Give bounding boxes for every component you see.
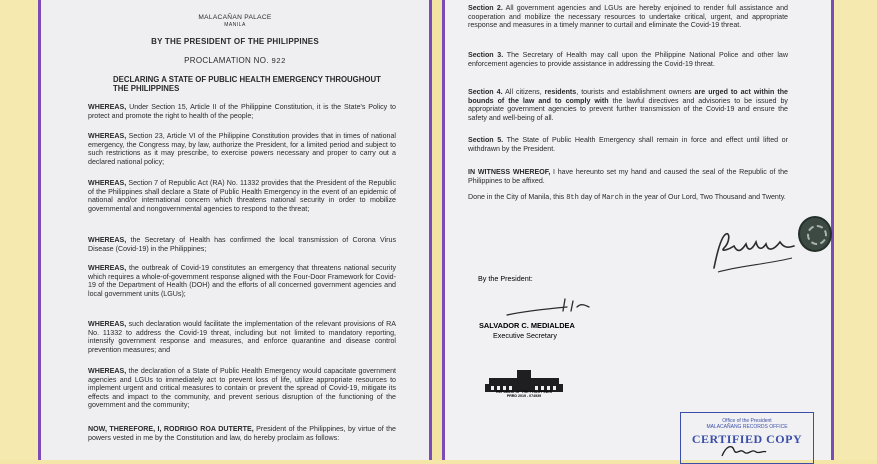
stamp-records-office: MALACAÑANG RECORDS OFFICE: [706, 424, 788, 430]
stamp-certified-copy: CERTIFIED COPY: [691, 432, 803, 446]
logo-caption-line-1: REPUBLIC OF THE PHILIPPINES: [496, 390, 552, 394]
whereas-paragraph-3: [88, 179, 396, 213]
section-text: , tourists and establishment owners: [576, 88, 695, 96]
paragraph-text: President of the Philippines, by virtue of the powers vested in me by the Constitution and law, do hereby proclaim as follows:: [88, 425, 396, 442]
paragraph-text: Under Section 15, Article II of the Philippine Constitution, it is the State's Policy to protect and promote the right to health of the people;: [88, 103, 396, 120]
section-text: the lawful directives and advisories to be issued by appropriate government agencies to prevent further transmission of the Covid-19 and ensure the safety and well-being of all.: [468, 96, 788, 122]
whereas-paragraph-6: [88, 320, 396, 354]
done-paragraph: [468, 193, 788, 203]
paragraph-lead: WHEREAS,: [88, 132, 127, 140]
section-3-paragraph: [468, 51, 788, 68]
president-signature: [708, 228, 798, 276]
now-therefore-paragraph: [88, 425, 396, 442]
secretary-name: SALVADOR C. MEDIALDEA: [479, 321, 575, 330]
done-text: day of: [578, 193, 603, 201]
done-text: in the year of Our Lord, Two Thousand and Twenty.: [623, 193, 786, 201]
paragraph-lead: WHEREAS,: [88, 236, 127, 244]
paragraph-lead: NOW, THEREFORE, I, RODRIGO ROA DUTERTE,: [88, 425, 254, 433]
section-lead: Section 5.: [468, 136, 504, 144]
paragraph-text: the Secretary of Health has confirmed the local transmission of Corona Virus Disease (Covid-19) in the Philippines;: [88, 236, 396, 253]
paragraph-lead: WHEREAS,: [88, 103, 127, 111]
section-lead: Section 2.: [468, 4, 503, 12]
whereas-paragraph-7: [88, 367, 396, 410]
section-lead: Section 3.: [468, 51, 504, 59]
paragraph-lead: WHEREAS,: [88, 264, 127, 272]
witness-paragraph: [468, 168, 788, 185]
stamp-signature: [718, 440, 768, 460]
paragraph-text: such declaration would facilitate the implementation of the relevant provisions of RA No. 11332 to address the Covid-19 threat, including but not limited to mandatory reporting, intensify government response and measures, and enforce quarantine and disease control prevention measures; and: [88, 320, 396, 354]
proclamation-label: PROCLAMATION NO.: [184, 56, 269, 65]
section-text: All citizens,: [502, 88, 545, 96]
by-president-label: By the President:: [478, 274, 533, 283]
done-month: March: [602, 194, 624, 202]
paragraph-text: the outbreak of Covid-19 constitutes an emergency that threatens national security which requires a whole-of-government response aligned with the Four-Door Framework for Covid-19 of the Department of Health (DOH) and the efforts of all concerned government agencies and local government units (LGUs);: [88, 264, 396, 298]
background-frame-right: [834, 0, 877, 460]
background-frame-middle: [432, 0, 442, 460]
malacanang-logo-icon: [483, 370, 565, 408]
proclamation-number: [41, 56, 429, 66]
official-seal: [798, 216, 832, 252]
section-lead: Section 4.: [468, 88, 503, 96]
section-text: All government agencies and LGUs are hereby enjoined to render full assistance and cooperation and mobilize the necessary resources to undertake critical, urgent, and appropriate response and measures in a timely manner to curtail and eliminate the Covid-19 threat.: [468, 4, 788, 30]
paragraph-lead: WHEREAS,: [88, 367, 127, 375]
secretary-signature: [505, 293, 595, 319]
section-4-paragraph: [468, 88, 788, 122]
paragraph-text: the declaration of a State of Public Health Emergency would capacitate government agencies and LGUs to immediately act to prevent loss of life, utilize appropriate resources to implement urgent and critical measures to contain or prevent the spread of Covid-19, mitigate its effects and impact to the community, and prevent serious disruption of the functioning of the government and the community;: [88, 367, 396, 410]
background-frame-left: [0, 0, 38, 460]
done-day: 8th: [566, 194, 579, 202]
palace-header: MALACAÑAN PALACE: [198, 14, 272, 21]
witness-text: I have hereunto set my hand and caused the seal of the Republic of the Philippines to be affixed.: [468, 168, 788, 185]
section-bold: are urged to act within the bounds of the law and to comply with: [468, 88, 788, 105]
city-header: MANILA: [224, 22, 246, 28]
stamp-office: Office of the President: [722, 418, 772, 424]
whereas-paragraph-1: [88, 103, 396, 120]
by-president-heading: BY THE PRESIDENT OF THE PHILIPPINES: [151, 37, 319, 46]
secretary-title: Executive Secretary: [493, 331, 557, 340]
section-bold: residents: [544, 88, 577, 96]
paragraph-lead: WHEREAS,: [88, 179, 127, 187]
whereas-paragraph-2: [88, 132, 396, 166]
paragraph-lead: WHEREAS,: [88, 320, 127, 328]
logo-caption-line-2: PRRD 2019 - 074939: [506, 394, 542, 398]
done-text: Done in the City of Manila, this: [468, 193, 567, 201]
paragraph-text: Section 23, Article VI of the Philippine Constitution provides that in times of national emergency, the Congress may, by law, authorize the President, for a limited period and subject to such restrictions as it may prescribe, to exercise powers necessary and proper to carry out a declared national policy;: [88, 132, 396, 166]
proclamation-number-value: 922: [271, 58, 286, 66]
section-2-paragraph: [468, 4, 788, 30]
section-5-paragraph: [468, 136, 788, 153]
declaring-title: DECLARING A STATE OF PUBLIC HEALTH EMERGENCY THROUGHOUT THE PHILIPPINES: [113, 75, 381, 94]
section-text: The State of Public Health Emergency shall remain in force and effect until lifted or withdrawn by the President.: [468, 136, 788, 153]
paragraph-text: Section 7 of Republic Act (RA) No. 11332 provides that the President of the Republic of the Philippines shall declare a State of Public Health Emergency in the event of an epidemic of national and/or international concern which threatens national security in order to mobilize governmental and nongovernmental agencies to respond to the threat;: [88, 179, 396, 213]
proclamation-page-one: [38, 0, 432, 460]
section-text: The Secretary of Health may call upon the Philippine National Police and other law enforcement agencies to provide assistance in addressing the Covid-19 threat.: [468, 51, 788, 68]
whereas-paragraph-5: [88, 264, 396, 298]
logo-caption: [483, 390, 565, 398]
witness-lead: IN WITNESS WHEREOF,: [468, 168, 551, 176]
whereas-paragraph-4: [88, 236, 396, 253]
